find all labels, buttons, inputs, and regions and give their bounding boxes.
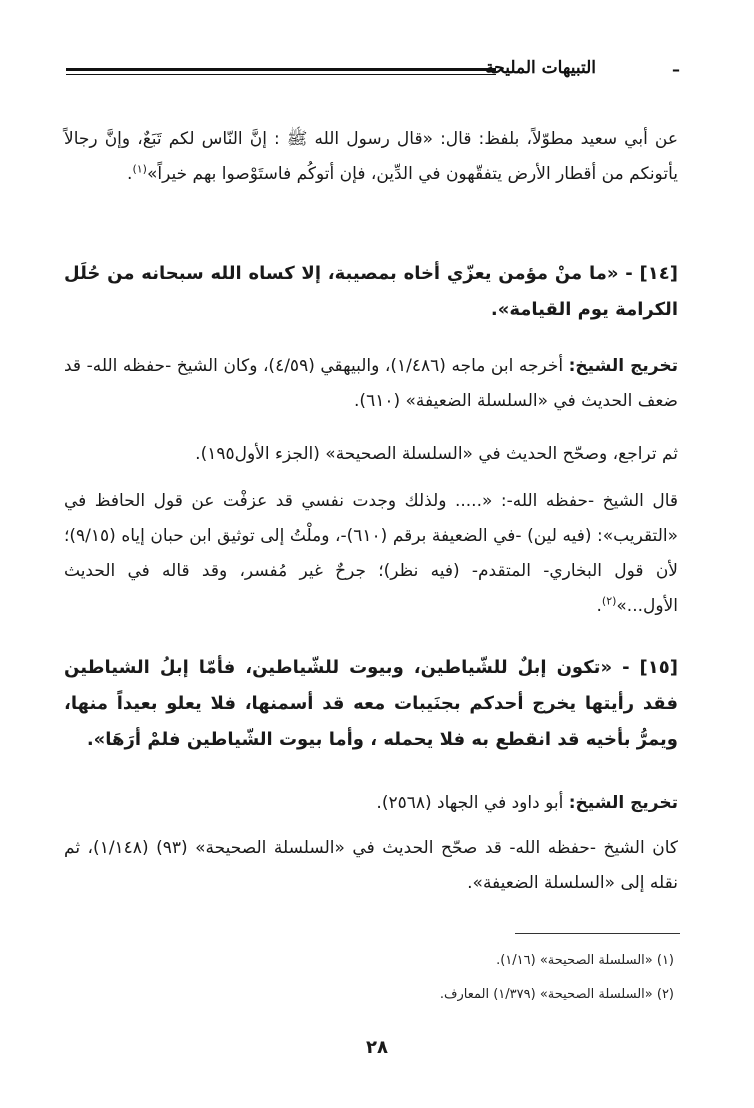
note-text: كان الشيخ -حفظه الله- قد صحّح الحديث في «السلسلة الصحيحة» (٩٣) (١/١٤٨)، ثم نقله إلى «السلسلة الضعيفة». — [64, 838, 678, 893]
hadith-15 — [64, 650, 678, 758]
hadith-14 — [64, 256, 678, 328]
sheikh-quote: قال الشيخ -حفظه الله-: «..... ولذلك وجدت نفسي قد عزفْت عن قول الحافظ في «التقريب»: (فيه لين) -في الضعيفة برقم (٦١٠)-، وملْتُ إلى توثيق ابن حبان إياه (٩/١٥)؛ لأن قول البخاري- المتقدم- (فيه نظر)؛ جرحٌ غير مُفسر، وقد قاله في الحديث الأول...»$^{(٢)}$. — [64, 491, 678, 616]
hadith-text: «تكون إبلٌ للشّياطين، وبيوت للشّياطين، فأمّا إبلُ الشياطين فقد رأيتها يخرج أحدكم بجنَيبات معه قد أسمنها، فلا يعلو بعيداً منها، ويمرُّ بأخيه قد انقطع به فلا يحمله ، وأما بيوت الشّياطين فلمْ أرَهَا». — [64, 657, 678, 750]
footnote-separator — [515, 933, 680, 934]
footnote-ref-1: (١) — [132, 162, 147, 176]
takhrij-text: أبو داود في الجهاد (٢٥٦٨). — [376, 793, 564, 813]
footnote-ref-2: (٢) — [601, 594, 617, 608]
page-number: ٢٨ — [366, 1037, 388, 1058]
footnote-1: (١) «السلسلة الصحيحة» (١/١٦). — [496, 953, 674, 968]
retraction-14 — [64, 437, 678, 472]
header-rule-thick — [66, 68, 496, 71]
hadith-number: [١٤] — [639, 263, 678, 284]
takhrij-text: أخرجه ابن ماجه (١/٤٨٦)، والبيهقي (٤/٥٩)، وكان الشيخ -حفظه الله- قد ضعف الحديث في «السلسلة الضعيفة» (٦١٠). — [64, 356, 678, 411]
hadith-dash: - — [625, 263, 633, 284]
takhrij-15 — [64, 786, 678, 821]
running-header-dash: – — [672, 60, 680, 79]
header-rule-thin — [66, 74, 496, 75]
takhrij-label: تخريج الشيخ: — [568, 356, 679, 376]
hadith-number: [١٥] — [639, 657, 678, 678]
hadith-dash: - — [622, 657, 630, 678]
takhrij-14 — [64, 349, 678, 419]
footnote-2: (٢) «السلسلة الصحيحة» (١/٣٧٩) المعارف. — [439, 987, 674, 1002]
sheikh-quote-text: قال الشيخ -حفظه الله-: «..... ولذلك وجدت نفسي قد عزفْت عن قول الحافظ في «التقريب»: (فيه لين) -في الضعيفة برقم (٦١٠)-، وملْتُ إلى توثيق ابن حبان إياه (٩/١٥)؛ لأن قول البخاري- المتقدم- (فيه نظر)؛ جرحٌ غير مُفسر، وقد قاله في الحديث الأول...» — [64, 491, 678, 616]
note-15 — [64, 831, 678, 901]
intro-paragraph: عن أبي سعيد مطوّلاً، بلفظ: قال: «قال رسول الله ﷺ : إنَّ النّاس لكم تَبَعٌ، وإنَّ رجالاً يأتونكم من أقطار الأرض يتفقّهون في الدِّين، فإن أتوكُم فاستَوْصوا بهم خيراً»$^{(١)}$. — [64, 129, 678, 184]
takhrij-label: تخريج الشيخ: — [568, 793, 678, 813]
hadith-text: «ما منْ مؤمن يعزّي أخاه بمصيبة، إلا كساه الله سبحانه من حُلَل الكرامة يوم القيامة». — [64, 263, 678, 320]
retraction-text: ثم تراجع، وصحّح الحديث في «السلسلة الصحيحة» (الجزء الأول١٩٥). — [195, 444, 678, 464]
running-header-title: التبيهات المليحة — [485, 58, 596, 78]
intro-text: عن أبي سعيد مطوّلاً، بلفظ: قال: «قال رسول الله ﷺ : إنَّ النّاس لكم تَبَعٌ، وإنَّ رجالاً يأتونكم من أقطار الأرض يتفقّهون في الدِّين، فإن أتوكُم فاستَوْصوا بهم خيراً» — [64, 129, 678, 184]
